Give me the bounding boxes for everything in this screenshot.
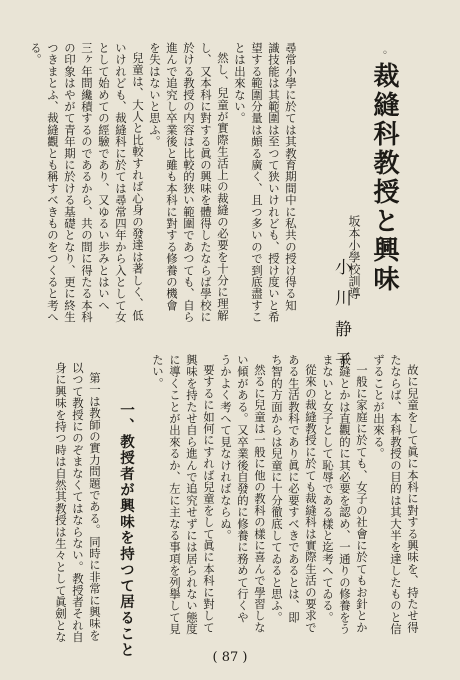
lower-text-line: 要するに如何にすれば兒童をして眞に本科に對して [202,364,216,634]
upper-text-line: 於ける教授の内容は比較的狭い範圍であつても、自ら [182,42,196,323]
lower-text-line: まないと女子として恥辱である樣と迄考へてゐる。 [321,354,335,624]
upper-text-line: る。 [29,42,43,66]
lower-text-line: 裁縫とかは直觀的に其必要を認め、一通りの修養をう [338,354,352,635]
lower-text-line: ずることが出來る。 [372,354,386,460]
author-name: 小川静子 [331,258,351,382]
upper-text-line: 尋常小學に於ては其教育期間中に私共の授け得る知 [284,42,298,312]
lower-text-line: たならば、本科教授の目的は其大半を達したものと信 [389,354,403,635]
author-affiliation: 坂本小學校訓導 [347,215,361,299]
lower-text-line: ある生活教科であり眞に必要すべきであるとは、即 [287,354,301,624]
upper-text-line: し、又本科に對する眞の興味を體得したならば學校に [199,42,213,323]
section-heading: 一、教授者が興味を持つて居ること [118,402,135,658]
upper-text-line: 兒童は、大人と比較すれば心身の發達は著しく、低 [131,52,145,322]
upper-text-line: を失はないと思ふ。 [148,42,162,148]
section-text-line: 以つて教授にのぞまなくてはならない。教授者それ自 [71,362,85,643]
lower-text-line: 故に兒童をして眞に本科に對する興味を、持たせ得 [406,364,420,634]
section-text-line: 身に興味を持つ時は自然其教授は生々として眞劍とな [54,362,68,643]
upper-text-line: 然し、兒童が實際生活上の裁縫の必要を十分に理解 [216,52,230,322]
upper-text-line: とは出來ない。 [233,42,247,124]
lower-text-line: うかよく考へて見なければならぬ。 [219,354,233,542]
lower-text-line: ち智的方面からは兒童に十分徹底してゐると思ふ。 [270,354,284,624]
lower-text-line: たい。 [151,354,165,390]
lower-text-line: 從來の裁縫教授に於ても裁縫科は實際生活の要求で [304,364,318,634]
upper-text-line: 識技能は其範圍は至つて狭いけれども、授け度いと希 [267,42,281,323]
lower-text-line: 興味を持たせ自ら進んで追究せずには居られない態度 [185,354,199,635]
section-text-line: 第一は教師の實力問題である。同時に非常に興味を [88,372,102,642]
lower-text-line: 一般に家庭に於ても、女子の社會に於てもお針とか [355,364,369,634]
title-ornament-icon: ◦ [382,48,388,59]
article-title: 裁縫科教授と興味 [369,62,399,294]
upper-text-line: 望する範圍分量は頗る廣く、且つ多いので到底盡すこ [250,42,264,323]
lower-text-line: い傾がある。又卒業後自發的に修養に務めて行くや [236,354,250,624]
upper-text-line: いけれども、裁縫科に於ては尋常四年から入として女 [114,42,128,323]
upper-text-line: の印象はやがて青年期に於ける基礎となり、更に終生 [63,42,77,323]
upper-text-line: として始めての經驗であり、又ゆるい歩みとはいへ [97,42,111,312]
upper-text-line: 進んで追究し卒業後と雖も本科に對する修養の機會 [165,42,179,312]
page-number: ( 87 ) [212,650,248,665]
lower-text-line: 然るに兒童は一般に他の教科の樣に喜んで學習しな [253,364,267,634]
upper-text-line: 三ヶ年間纔積するのであるから、共の間に得たる本科 [80,42,94,323]
upper-text-line: つきまとふ、裁縫觀とも稱すべきものをつくると考へ [46,42,60,323]
lower-text-line: に導くことが出來るか、左に主なる事項を列擧して見 [168,354,182,635]
